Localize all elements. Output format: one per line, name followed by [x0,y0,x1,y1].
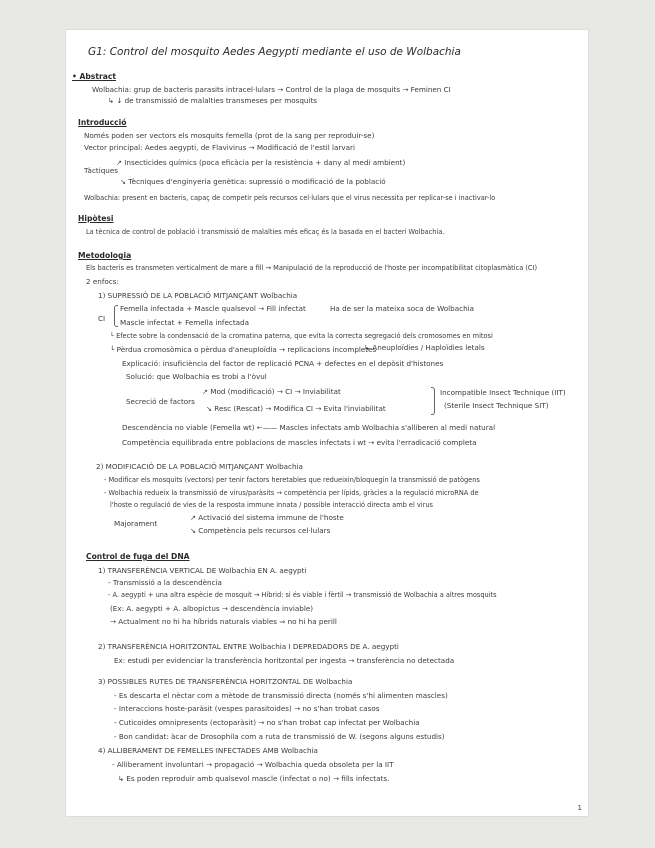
text-line: 2 enfocs: [86,277,119,286]
text-line: Explicació: insuficiència del factor de replicació PCNA + defectes en el depòsit d'histones [122,359,444,368]
text-line: - Es descarta el nèctar com a mètode de transmissió directa (només s'hi alimenten mascles) [114,691,448,700]
heading-control-fuga: Control de fuga del DNA [86,552,190,561]
text-line: La tècnica de control de població i transmissió de malalties més eficaç és la basada en el bacteri Wolbachia. [86,228,445,236]
heading-abstract: • Abstract [72,72,116,81]
brace [431,387,435,415]
text-line: l'hoste o regulació de vies de la resposta immune innata / possible interacció directa amb el virus [110,501,433,509]
text-line: Femella infectada + Mascle qualsevol → Fill infectat [120,304,306,313]
text-line: ↘ Resc (Rescat) → Modifica CI → Evita l'inviabilitat [206,404,386,413]
text-line: Solució: que Wolbachia es trobi a l'òvul [126,372,267,381]
text-line: - Cuticoides omnipresents (ectoparàsit) → no s'han trobat cap infectat per Wolbachia [114,718,420,727]
text-line: Vector principal: Aedes aegypti, de Flavivirus → Modificació de l'estil larvari [84,143,355,152]
text-line: (Sterile Insect Technique SIT) [444,401,549,410]
text-line: Ex: estudi per evidenciar la transferència horitzontal per ingesta → transferència no detectada [114,656,455,665]
text-line: - Transmissió a la descendència [108,578,222,587]
text-line: - Wolbachia redueix la transmissió de virus/paràsits → competència per lípids, gràcies a la regulació microRNA de [104,489,479,497]
text-line: - Interaccions hoste-paràsit (vespes parasitoides) → no s'han trobat casos [114,704,380,713]
text-line: - Bon candidat: àcar de Drosophila com a ruta de transmissió de W. (segons alguns estudis) [114,732,445,741]
heading-hipotesi: Hipòtesi [78,214,114,223]
text-line: Wolbachia: present en bacteris, capaç de competir pels recursos cel·lulars que el virus necessita per replicar-se i inactivar-lo [84,194,496,202]
text-line: Secreció de factors [126,397,195,406]
text-line: ↳ ↓ de transmissió de malalties transmeses per mosquits [108,96,318,105]
subheading: 1) TRANSFERÈNCIA VERTICAL DE Wolbachia EN A. aegypti [98,566,307,575]
subheading: 3) POSSIBLES RUTES DE TRANSFERÈNCIA HORITZONTAL DE Wolbachia [98,677,353,686]
heading-introduccio: Introducció [78,118,127,127]
text-line: ↘ Competència pels recursos cel·lulars [190,526,331,535]
text-line: Wolbachia: grup de bacteris parasits intracel·lulars → Control de la plaga de mosquits → Feminen CI [92,85,451,94]
brace-label: CI [98,314,106,323]
text-line: └ Pèrdua cromosòmica o pèrdua d'aneuploïdia → replicacions incompletes [110,345,377,354]
page-number: 1 [577,804,582,812]
text-line: Competència equilibrada entre poblacions de mascles infectats i wt → evita l'erradicació completa [122,438,477,447]
text-line: - Modificar els mosquits (vectors) per tenir factors heretables que redueixin/bloquegin la transmissió de patògens [104,476,480,484]
text-line: Tàctiques [84,166,119,175]
text-line: Els bacteris es transmeten verticalment de mare a fill → Manipulació de la reproducció de l'hoste per incompatibilitat citoplasmàtica (CI) [86,264,538,272]
subheading: 2) MODIFICACIÓ DE LA POBLACIÓ MITJANÇANT Wolbachia [96,462,303,471]
text-line: Només poden ser vectors els mosquits femella (prot de la sang per reproduir-se) [84,131,375,140]
text-line: Incompatible Insect Technique (IIT) [440,388,566,397]
text-line: ↘ Tècniques d'enginyeria genètica: supressió o modificació de la població [120,177,386,186]
subheading: 4) ALLIBERAMENT DE FEMELLES INFECTADES AMB Wolbachia [98,746,318,755]
text-line: ↗ Insecticides químics (poca eficàcia per la resistència + dany al medi ambient) [116,158,406,167]
text-line: ↗ Activació del sistema immune de l'hoste [190,513,344,522]
text-line: - A. aegypti + una altra espècie de mosquit → Híbrid: si és viable i fèrtil → transmissió de Wolbachia a altres mosquits [108,591,497,599]
text-line: Majorament [114,519,158,528]
heading-metodologia: Metodologia [78,251,132,260]
notebook-page [66,30,588,816]
brace [114,305,118,327]
text-line: ↳ Es poden reproduir amb qualsevol mascle (infectat o no) → fills infectats. [118,774,390,783]
subheading: 2) TRANSFERÈNCIA HORITZONTAL ENTRE Wolbachia I DEPREDADORS DE A. aegypti [98,642,399,651]
text-line: (Ex: A. aegypti + A. albopictus → descendència inviable) [110,604,314,613]
text-line: → Actualment no hi ha híbrids naturals viables ⇒ no hi ha perill [110,617,337,626]
text-line: ↳ Aneuploïdies / Haploïdies letals [364,343,485,352]
subheading: 1) SUPRESSIÓ DE LA POBLACIÓ MITJANÇANT Wolbachia [98,291,298,300]
page-title: G1: Control del mosquito Aedes Aegypti mediante el uso de Wolbachia [88,46,461,58]
text-line: └ Efecte sobre la condensació de la cromatina paterna, que evita la correcta segregació dels cromosomes en mitosi [110,332,493,340]
text-line: Ha de ser la mateixa soca de Wolbachia [330,304,475,313]
text-line: ↗ Mod (modificació) → CI → Inviabilitat [202,387,341,396]
text-line: Mascle infectat + Femella infectada [120,318,250,327]
text-line: Descendència no viable (Femella wt) ←—— Mascles infectats amb Wolbachia s'alliberen al medi natural [122,423,496,432]
text-line: - Alliberament involuntari → propagació → Wolbachia queda obsoleta per la IIT [112,760,394,769]
